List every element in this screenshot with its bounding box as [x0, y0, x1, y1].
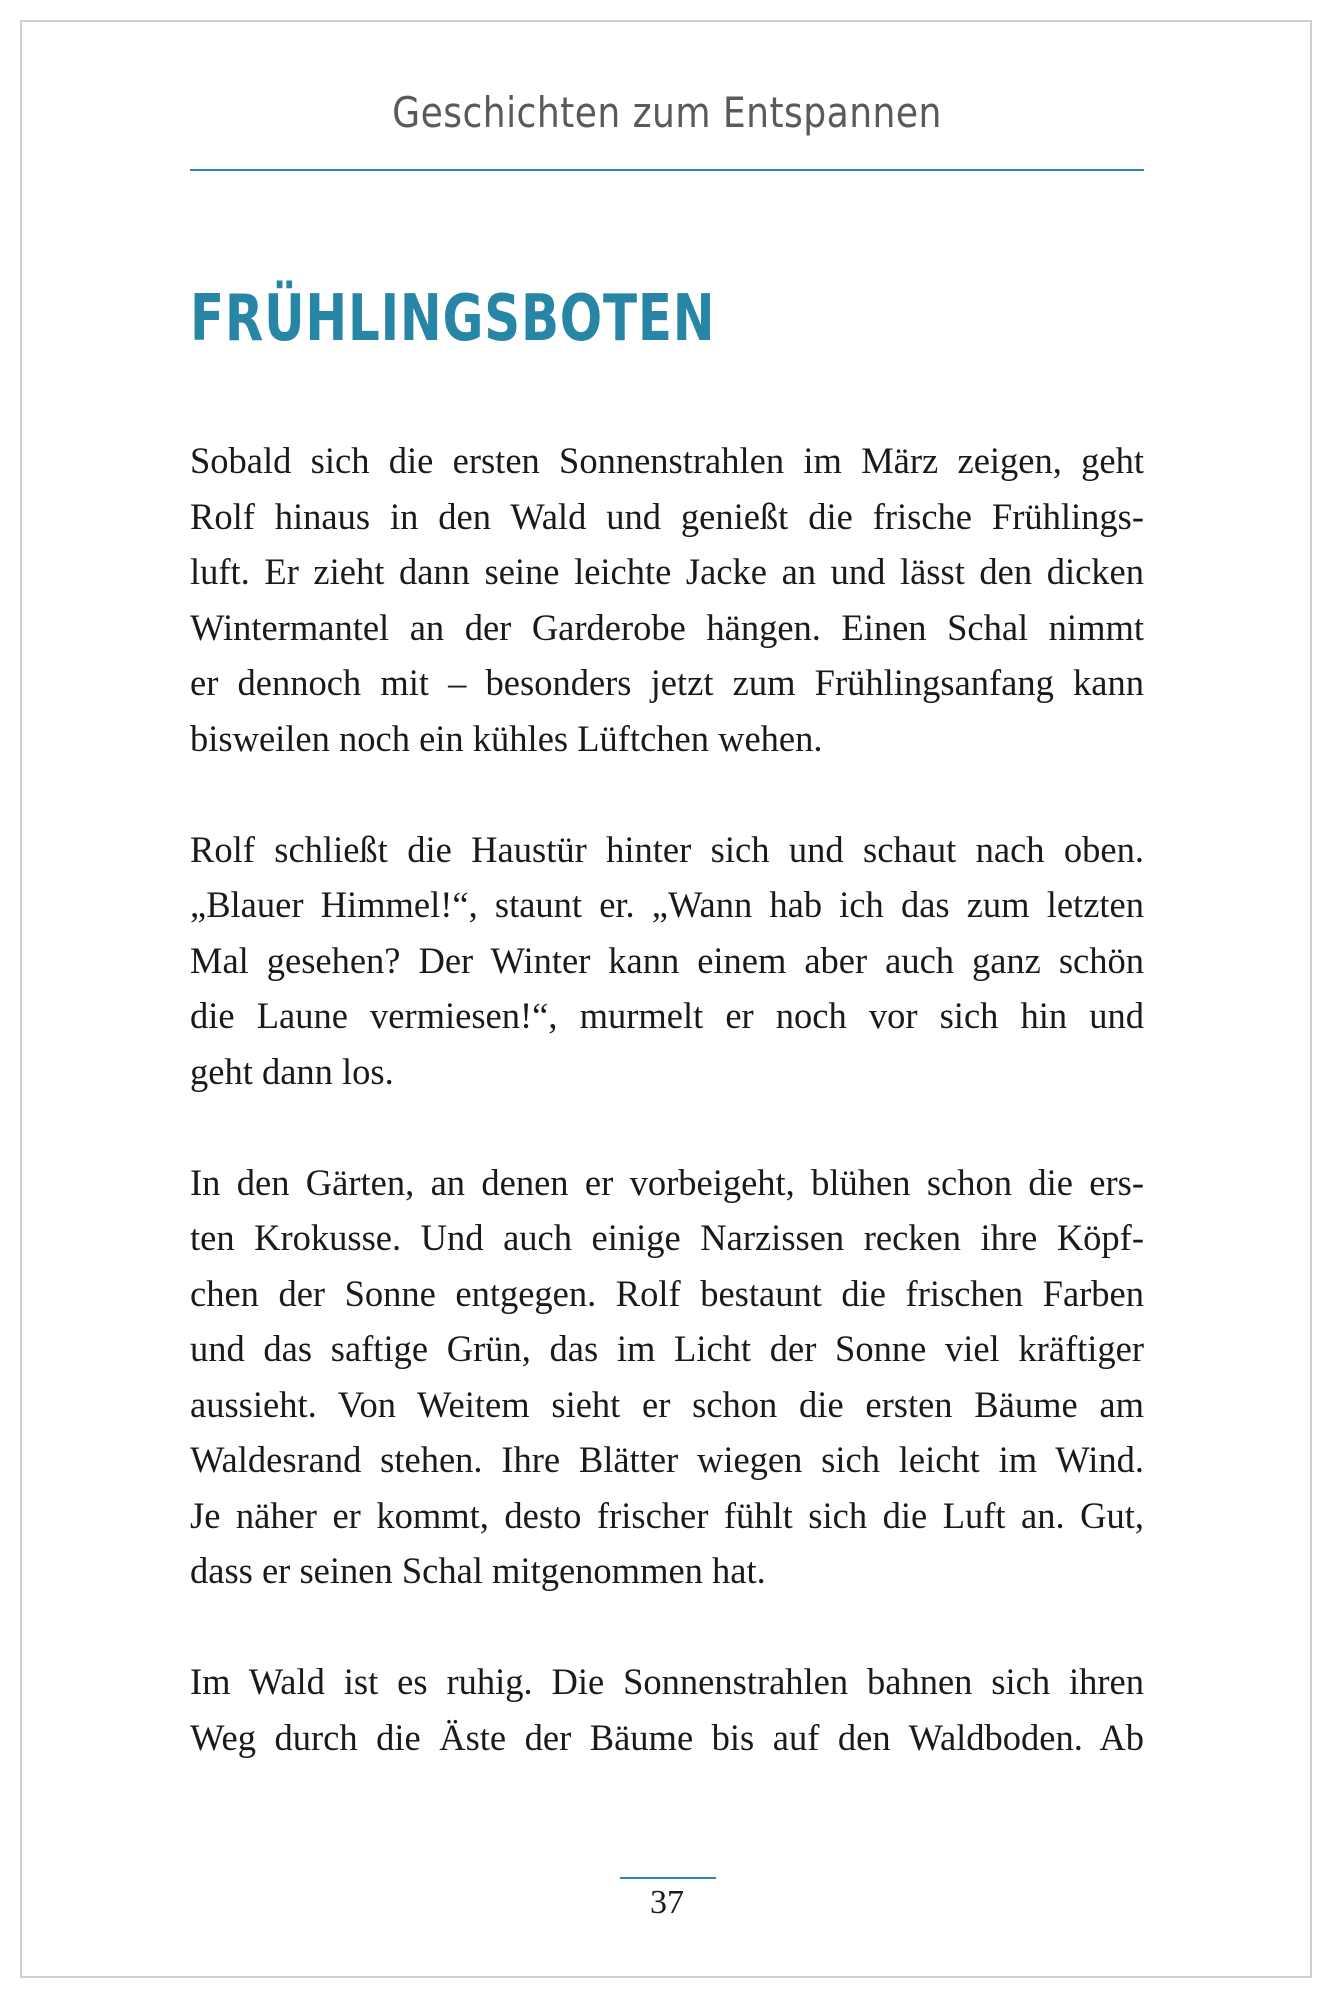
paragraph-1 [190, 433, 1144, 766]
paragraph-3 [190, 1155, 1144, 1599]
text-line: „Blauer Himmel!“, staunt er. „Wann hab ich das zum letzten [190, 884, 1144, 925]
text-line: Wintermantel an der Garderobe hängen. Einen Schal nimmt [190, 606, 1144, 648]
text-line: Weg durch die Äste der Bäume bis auf den Waldboden. Ab [190, 1716, 1144, 1758]
paragraph-4 [190, 1654, 1144, 1765]
text-line: er dennoch mit – besonders jetzt zum Frühlingsanfang kann [190, 662, 1144, 703]
page-number-rule [620, 1877, 716, 1879]
text-line: Rolf schließt die Haustür hinter sich und schaut nach oben. [190, 828, 1144, 870]
chapter-title: FRÜHLINGSBOTEN [190, 282, 716, 356]
text-line: luft. Er zieht dann seine leichte Jacke an und lässt den dicken [190, 551, 1144, 592]
text-line: Rolf hinaus in den Wald und genießt die frische Frühlings- [190, 495, 1144, 537]
text-line: aussieht. Von Weitem sieht er schon die ersten Bäume am [190, 1383, 1144, 1425]
text-line: ten Krokusse. Und auch einige Narzissen recken ihre Köpf- [190, 1217, 1144, 1258]
text-line: Mal gesehen? Der Winter kann einem aber auch ganz schön [190, 939, 1144, 981]
running-head: Geschichten zum Entspannen [392, 88, 942, 137]
running-head-rule [190, 169, 1144, 171]
story-body [190, 433, 1144, 1821]
text-line: Je näher er kommt, desto frischer fühlt sich die Luft an. Gut, [190, 1494, 1144, 1536]
text-line: bisweilen noch ein kühles Lüftchen wehen. [190, 717, 823, 759]
page-number: 37 [650, 1884, 684, 1921]
text-line: dass er seinen Schal mitgenommen hat. [190, 1550, 766, 1591]
paragraph-2 [190, 822, 1144, 1100]
text-line: Waldesrand stehen. Ihre Blätter wiegen sich leicht im Wind. [190, 1439, 1144, 1480]
text-line: die Laune vermiesen!“, murmelt er noch vor sich hin und [190, 995, 1144, 1036]
text-line: chen der Sonne entgegen. Rolf bestaunt die frischen Farben [190, 1272, 1144, 1314]
text-line: Sobald sich die ersten Sonnenstrahlen im März zeigen, geht [190, 440, 1144, 481]
text-line: In den Gärten, an denen er vorbeigeht, blühen schon die ers- [190, 1161, 1144, 1203]
text-line: geht dann los. [190, 1050, 394, 1092]
text-line: Im Wald ist es ruhig. Die Sonnenstrahlen bahnen sich ihren [190, 1661, 1144, 1702]
text-line: und das saftige Grün, das im Licht der Sonne viel kräftiger [190, 1328, 1144, 1369]
